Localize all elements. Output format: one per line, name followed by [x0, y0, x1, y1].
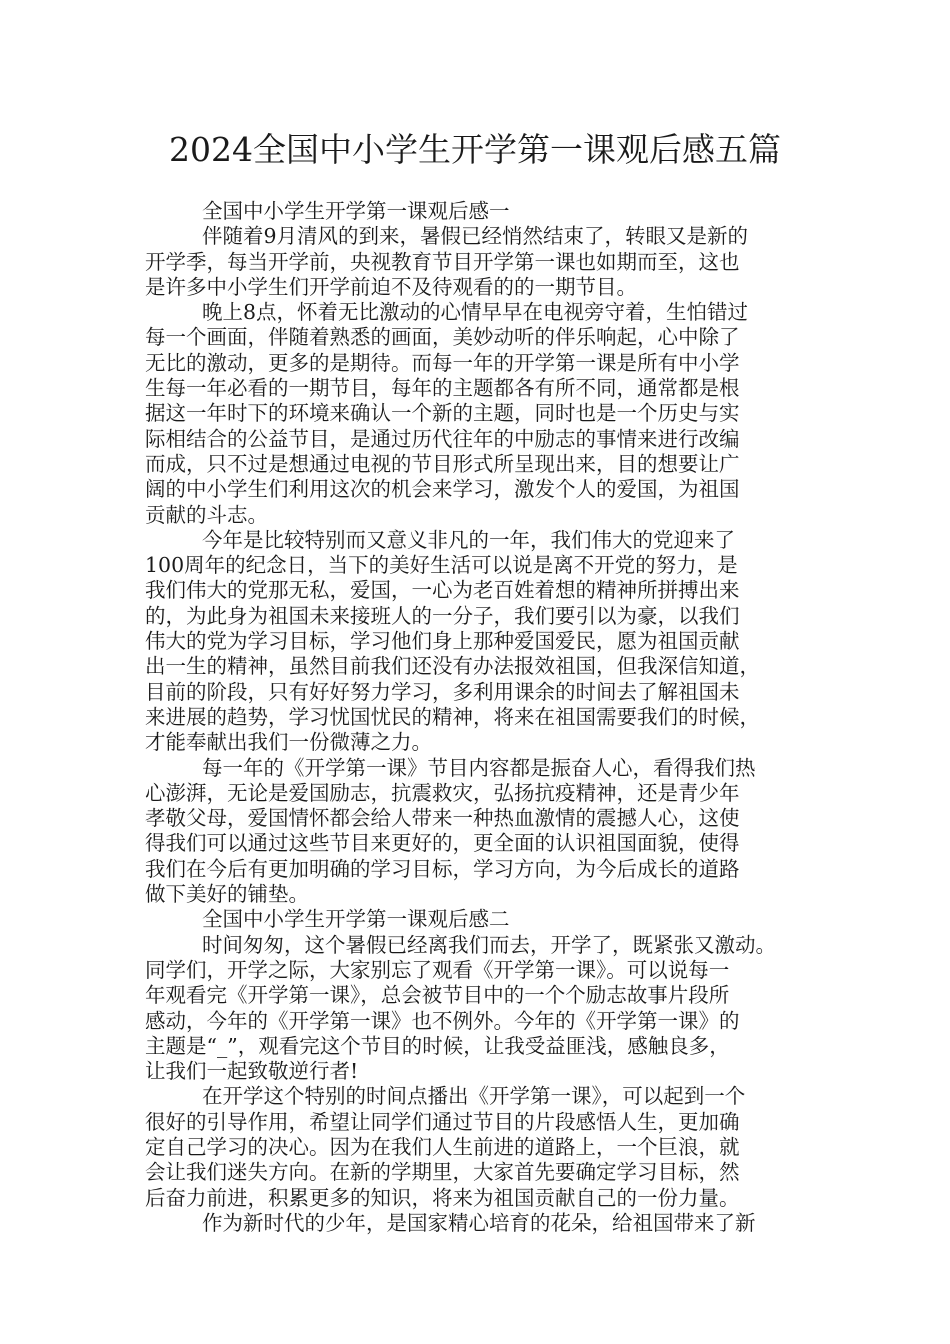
text-line: 伟大的党为学习目标，学习他们身上那种爱国爱民，愿为祖国贡献: [145, 629, 740, 654]
text-line: 今年是比较特别而又意义非凡的一年，我们伟大的党迎来了: [202, 527, 735, 552]
text-line: 同学们，开学之际，大家别忘了观看《开学第一课》。可以说每一: [145, 957, 730, 982]
text-line: 阔的中小学生们利用这次的机会来学习，激发个人的爱国，为祖国: [145, 477, 740, 502]
text-line: 很好的引导作用，希望让同学们通过节目的片段感悟人生，更加确: [145, 1109, 740, 1134]
text-line: 全国中小学生开学第一课观后感二: [202, 907, 510, 932]
text-line: 定自己学习的决心。因为在我们人生前进的道路上，一个巨浪，就: [145, 1134, 740, 1159]
text-line: 我们在今后有更加明确的学习目标，学习方向，为今后成长的道路: [145, 856, 740, 881]
text-line: 年观看完《开学第一课》，总会被节目中的一个个励志故事片段所: [145, 983, 730, 1008]
text-line: 在开学这个特别的时间点播出《开学第一课》，可以起到一个: [202, 1084, 746, 1109]
text-line: 来进展的趋势，学习忧国忧民的精神，将来在祖国需要我们的时候，: [145, 704, 760, 729]
text-line: 生每一年必看的一期节目，每年的主题都各有所不同，通常都是根: [145, 376, 740, 401]
text-line: 目前的阶段，只有好好努力学习，多利用课余的时间去了解祖国未: [145, 679, 740, 704]
text-line: 主题是“_”，观看完这个节目的时候，让我受益匪浅，感触良多，: [145, 1033, 730, 1058]
text-line: 无比的激动，更多的是期待。而每一年的开学第一课是所有中小学: [145, 350, 740, 375]
text-line: 孝敬父母，爱国情怀都会给人带来一种热血激情的震撼人心，这使: [145, 806, 740, 831]
text-line: 得我们可以通过这些节目来更好的，更全面的认识祖国面貌，使得: [145, 831, 740, 856]
text-line: 是许多中小学生们开学前迫不及待观看的的一期节目。: [145, 274, 637, 299]
text-line: 全国中小学生开学第一课观后感一: [202, 199, 510, 223]
text-line: 做下美好的铺垫。: [145, 882, 309, 907]
text-line: 据这一年时下的环境来确认一个新的主题，同时也是一个历史与实: [145, 401, 740, 426]
text-line: 时间匆匆，这个暑假已经离我们而去，开学了，既紧张又激动。: [202, 932, 776, 957]
text-line: 际相结合的公益节目，是通过历代往年的中励志的事情来进行改编: [145, 426, 740, 451]
text-line: 100周年的纪念日，当下的美好生活可以说是离不开党的努力，是: [145, 553, 738, 578]
document-page: [145, 0, 825, 1344]
document-body: [145, 199, 825, 1236]
text-line: 才能奉献出我们一份微薄之力。: [145, 730, 432, 755]
text-line: 开学季，每当开学前，央视教育节目开学第一课也如期而至，这也: [145, 249, 740, 274]
text-line: 后奋力前进，积累更多的知识，将来为祖国贡献自己的一份力量。: [145, 1185, 740, 1210]
text-line: 出一生的精神，虽然目前我们还没有办法报效祖国，但我深信知道，: [145, 654, 760, 679]
document-title: 2024全国中小学生开学第一课观后感五篇: [169, 130, 781, 169]
text-line: 让我们一起致敬逆行者!: [145, 1059, 359, 1084]
text-line: 感动，今年的《开学第一课》也不例外。今年的《开学第一课》的: [145, 1008, 740, 1033]
text-line: 我们伟大的党那无私，爱国，一心为老百姓着想的精神所拼搏出来: [145, 578, 740, 603]
text-line: 心澎湃，无论是爱国励志，抗震救灾，弘扬抗疫精神，还是青少年: [145, 780, 740, 805]
text-line: 会让我们迷失方向。在新的学期里，大家首先要确定学习目标，然: [145, 1160, 740, 1185]
text-line: 每一个画面，伴随着熟悉的画面，美妙动听的伴乐响起，心中除了: [145, 325, 740, 350]
text-line: 作为新时代的少年，是国家精心培育的花朵，给祖国带来了新: [202, 1210, 756, 1235]
text-line: 而成，只不过是想通过电视的节目形式所呈现出来，目的想要让广: [145, 451, 740, 476]
text-line: 每一年的《开学第一课》节目内容都是振奋人心，看得我们热: [202, 755, 756, 780]
text-line: 伴随着9月清风的到来，暑假已经悄然结束了，转眼又是新的: [202, 224, 749, 249]
text-line: 的，为此身为祖国未来接班人的一分子，我们要引以为豪，以我们: [145, 603, 740, 628]
text-line: 贡献的斗志。: [145, 502, 268, 527]
text-line: 晚上8点，怀着无比激动的心情早早在电视旁守着，生怕错过: [202, 300, 749, 325]
